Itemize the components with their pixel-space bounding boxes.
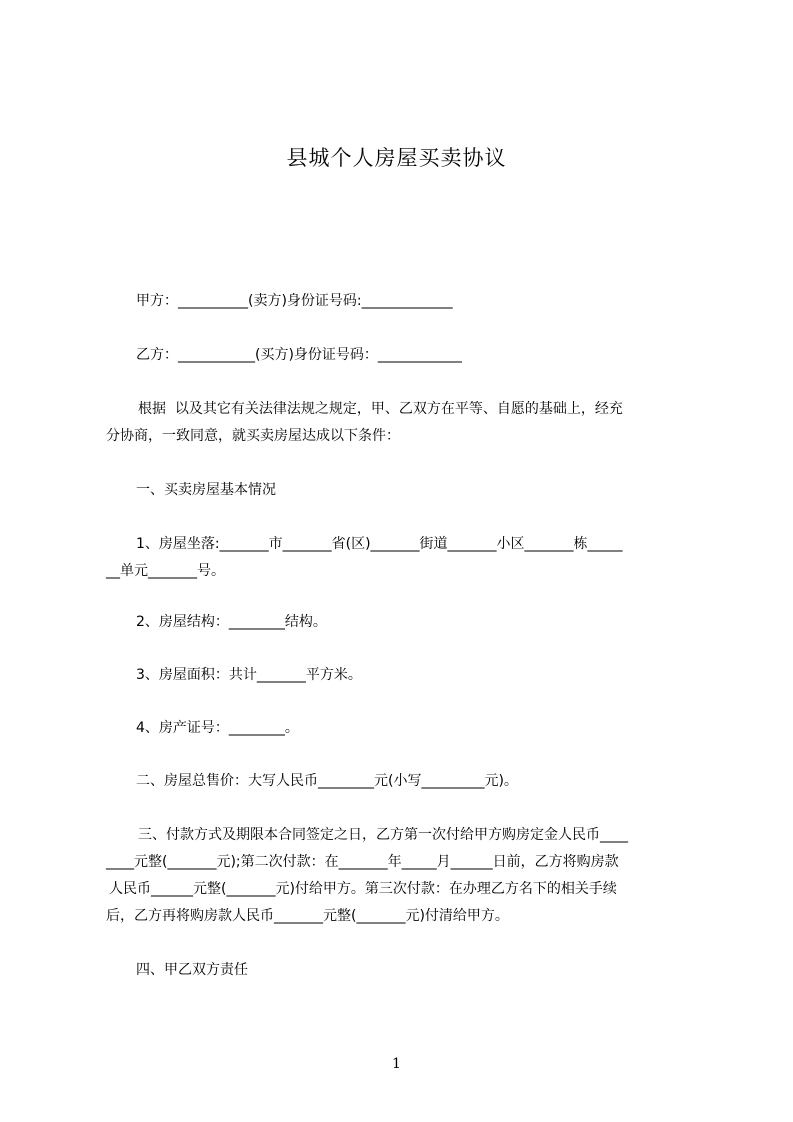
- section-4-heading: 四、甲乙双方责任: [136, 962, 248, 978]
- document-title: 县城个人房屋买卖协议: [286, 146, 507, 170]
- party-a-line: 甲方：__________(卖方)身份证号码:_____________: [136, 293, 453, 309]
- item-4: 4、房产证号：________。: [136, 720, 299, 736]
- intro-line-2: 分协商，一致同意，就买卖房屋达成以下条件：: [106, 428, 400, 444]
- page-number: 1: [392, 1056, 401, 1072]
- section-2: 二、房屋总售价：大写人民币________元(小写_________元)。: [136, 773, 518, 789]
- section-3-line-2: ____元整(_______元);第二次付款：在_______年_____月______日前，乙方将购房款: [106, 854, 619, 870]
- item-3: 3、房屋面积：共计_______平方米。: [136, 667, 362, 683]
- item-2: 2、房屋结构：________结构。: [136, 614, 327, 630]
- item-1-line-1: 1、房屋坐落:_______市_______省(区)_______街道_______小区_______栋_____: [136, 536, 623, 552]
- section-3-line-3: 人民币______元整(_______元)付给甲方。第三次付款：在办理乙方名下的相关手续: [109, 881, 617, 897]
- section-3-line-1: 三、付款方式及期限本合同签定之日，乙方第一次付给甲方购房定金人民币____: [138, 827, 628, 843]
- party-b-line: 乙方：___________(买方)身份证号码：____________: [136, 347, 462, 363]
- section-3-line-4: 后，乙方再将购房款人民币_______元整(_______元)付清给甲方。: [106, 908, 509, 924]
- item-1-line-2: __单元_______号。: [106, 563, 225, 579]
- section-1-heading: 一、买卖房屋基本情况: [136, 482, 276, 498]
- intro-line-1: 根据 以及其它有关法律法规之规定，甲、乙双方在平等、自愿的基础上，经充: [138, 401, 623, 417]
